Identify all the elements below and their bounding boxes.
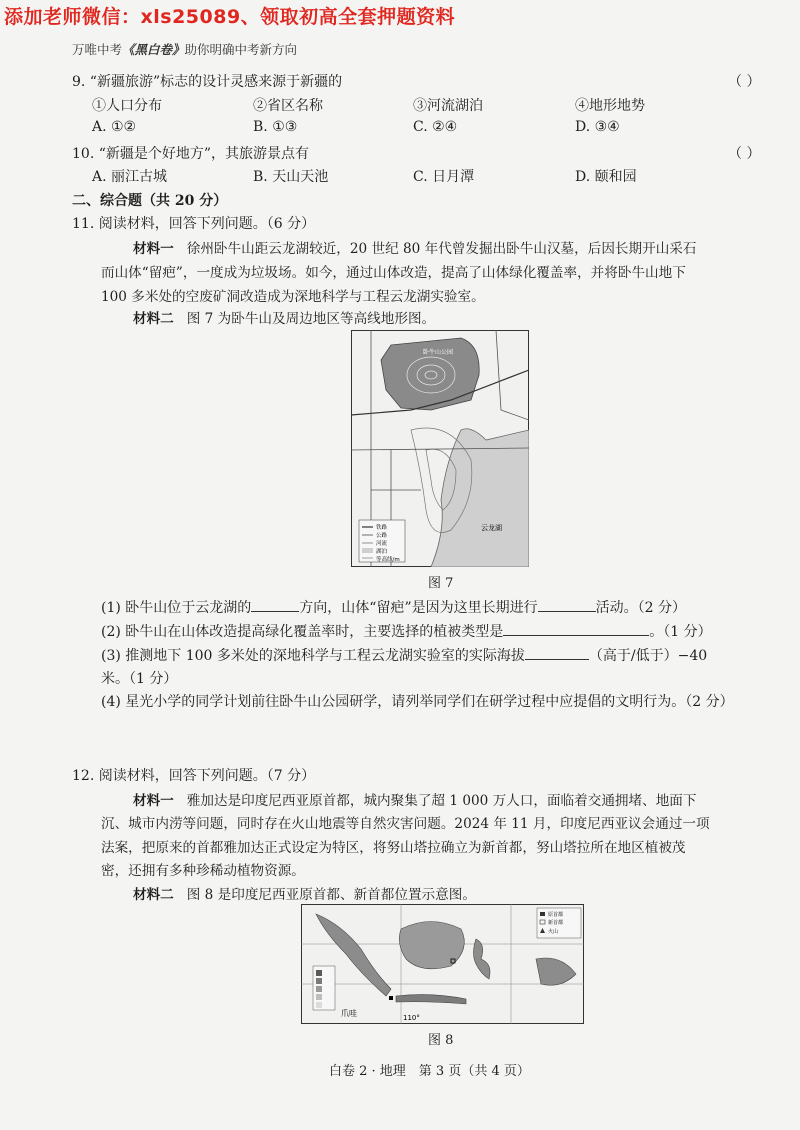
legend-old-capital: 原首都: [548, 912, 564, 918]
q12-material1-line2: 沉、城市内涝等问题，同时存在火山地震等自然灾害问题。2024 年 11 月，印度尼西亚议会通过一项: [101, 816, 710, 832]
legend-lake: 湖泊: [376, 549, 388, 555]
q12-material1-line3: 法案，把原来的首都雅加达正式设定为特区，将努山塔拉确立为新首都，努山塔拉所在地区植被茂: [101, 840, 686, 856]
q9-stem: 9. “新疆旅游”标志的设计灵感来源于新疆的: [72, 74, 343, 90]
q9-item-4: ④地形地势: [575, 98, 645, 114]
q10-answer-paren: （ ）: [728, 146, 761, 162]
label-lake: 云龙湖: [481, 524, 502, 532]
q11-material1-line1: 材料一 徐州卧牛山距云龙湖较近，20 世纪 80 年代曾发掘出卧牛山汉墓，后因长期开山采石: [133, 241, 697, 257]
q10-option-b: B. 天山天池: [253, 169, 329, 185]
figure-8-indonesia-map: [301, 904, 584, 1024]
q11-sub4: (4) 星光小学的同学计划前往卧牛山公园研学，请列举同学们在研学过程中应提倡的文明行为。（2 分）: [101, 694, 734, 710]
section-heading: 二、综合题（共 20 分）: [72, 193, 228, 209]
watermark-banner: 添加老师微信：xls25089、领取初高全套押题资料: [4, 6, 456, 28]
q9-item-2: ②省区名称: [253, 98, 323, 114]
q11-material1-line2: 而山体“留疤”，一度成为垃圾场。如今，通过山体改造，提高了山体绿化覆盖率，并将卧牛山地下: [101, 265, 686, 281]
q9-option-b: B. ①③: [253, 119, 298, 135]
q11-sub3: (3) 推测地下 100 多米处的深地科学与工程云龙湖实验室的实际海拔 （高于/低于）−40: [101, 645, 707, 665]
figure-7-caption: 图 7: [428, 576, 454, 591]
page-footer: 白卷 2 · 地理 第 3 页（共 4 页）: [329, 1064, 530, 1079]
q10-option-c: C. 日月潭: [413, 169, 475, 185]
q11-sub1: (1) 卧牛山位于云龙湖的 方向，山体“留疤”是因为这里长期进行 活动。（2 分）: [101, 597, 686, 617]
borneo-island: [399, 922, 464, 969]
q9-item-3: ③河流湖泊: [413, 98, 483, 114]
q11-stem: 11. 阅读材料，回答下列问题。（6 分）: [72, 216, 316, 232]
book-header: 万唯中考《黑白卷》助你明确中考新方向: [72, 42, 298, 57]
q12-stem: 12. 阅读材料，回答下列问题。（7 分）: [72, 768, 316, 784]
figure-8-caption: 图 8: [428, 1033, 454, 1048]
q11-material2: 材料二 图 7 为卧牛山及周边地区等高线地形图。: [133, 311, 436, 327]
q9-item-1: ①人口分布: [92, 98, 162, 114]
label-java: 爪哇: [341, 1009, 357, 1018]
q10-option-d: D. 颐和园: [575, 169, 637, 185]
q9-answer-paren: （ ）: [728, 74, 761, 90]
legend-new-capital: 新首都: [548, 920, 564, 926]
q12-material2: 材料二 图 8 是印度尼西亚原首都、新首都位置示意图。: [133, 887, 476, 903]
q11-sub3-cont: 米。（1 分）: [101, 671, 178, 687]
q10-option-a: A. 丽江古城: [92, 169, 168, 185]
legend-volcano: 火山: [548, 929, 559, 935]
legend-railway: 铁路: [376, 525, 388, 531]
q11-material1-line3: 100 多米处的空废矿洞改造成为深地科学与工程云龙湖实验室。: [101, 289, 485, 305]
q9-option-d: D. ③④: [575, 119, 620, 135]
figure-7-contour-map: [351, 330, 529, 567]
jakarta-marker: [389, 996, 393, 1000]
label-longitude: 110°: [403, 1014, 420, 1022]
legend-river: 河流: [376, 541, 388, 547]
q9-option-c: C. ②④: [413, 119, 458, 135]
q12-material1-line4: 密，还拥有多种珍稀动植物资源。: [101, 863, 305, 879]
q10-stem: 10. “新疆是个好地方”，其旅游景点有: [72, 146, 310, 162]
q11-sub2: (2) 卧牛山在山体改造提高绿化覆盖率时，主要选择的植被类型是 。（1 分）: [101, 621, 712, 641]
q9-option-a: A. ①②: [92, 119, 137, 135]
legend-road: 公路: [376, 533, 388, 539]
legend-contour: 等高线/m: [376, 557, 400, 563]
q12-material1-line1: 材料一 雅加达是印度尼西亚原首都，城内聚集了超 1 000 万人口，面临着交通拥堵、地面下: [133, 793, 697, 809]
label-mountain-park: 卧牛山公园: [423, 349, 454, 356]
